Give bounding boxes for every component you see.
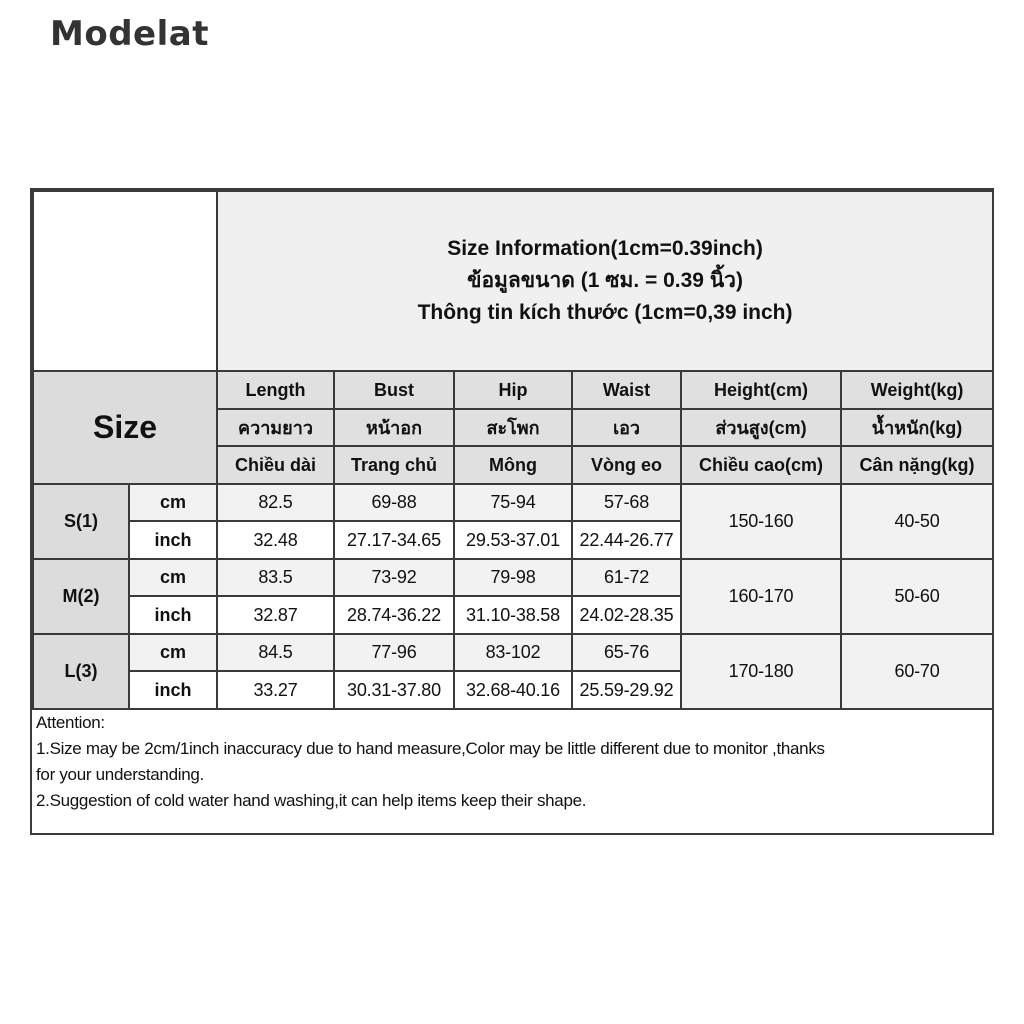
waist-value: 61-72 (572, 559, 681, 596)
product-photo-cell (33, 191, 217, 371)
size-label-s: S(1) (33, 484, 129, 559)
hip-value: 79-98 (454, 559, 572, 596)
size-label-m: M(2) (33, 559, 129, 634)
unit-label: inch (129, 521, 217, 559)
col-waist-en: Waist (572, 371, 681, 409)
col-height-vi: Chiều cao(cm) (681, 446, 841, 484)
note-2: 2.Suggestion of cold water hand washing,it can help items keep their shape. (36, 791, 587, 810)
col-hip-en: Hip (454, 371, 572, 409)
size-chart (30, 188, 994, 835)
hip-value: 32.68-40.16 (454, 671, 572, 709)
weight-value: 50-60 (841, 559, 993, 634)
table-row (33, 634, 993, 671)
unit-label: inch (129, 596, 217, 634)
bust-value: 73-92 (334, 559, 454, 596)
bust-value: 27.17-34.65 (334, 521, 454, 559)
unit-label: cm (129, 634, 217, 671)
bust-value: 69-88 (334, 484, 454, 521)
title-english: Size Information(1cm=0.39inch) (447, 237, 763, 260)
table-row (33, 559, 993, 596)
col-weight-en: Weight(kg) (841, 371, 993, 409)
waist-value: 57-68 (572, 484, 681, 521)
unit-label: cm (129, 559, 217, 596)
col-length-th: ความยาว (217, 409, 334, 446)
unit-label: cm (129, 484, 217, 521)
hip-value: 29.53-37.01 (454, 521, 572, 559)
col-length-en: Length (217, 371, 334, 409)
weight-value: 60-70 (841, 634, 993, 709)
header-row-english (33, 371, 993, 409)
col-bust-th: หน้าอก (334, 409, 454, 446)
length-value: 84.5 (217, 634, 334, 671)
waist-value: 22.44-26.77 (572, 521, 681, 559)
hip-value: 31.10-38.58 (454, 596, 572, 634)
table-row (33, 484, 993, 521)
col-waist-th: เอว (572, 409, 681, 446)
col-length-vi: Chiều dài (217, 446, 334, 484)
title-vietnamese: Thông tin kích thước (1cm=0,39 inch) (417, 301, 793, 324)
title-row (33, 191, 993, 371)
waist-value: 25.59-29.92 (572, 671, 681, 709)
hip-value: 75-94 (454, 484, 572, 521)
col-weight-vi: Cân nặng(kg) (841, 446, 993, 484)
attention-notes (32, 708, 992, 833)
brand-logo: Modelat (50, 14, 209, 54)
col-waist-vi: Vòng eo (572, 446, 681, 484)
length-value: 83.5 (217, 559, 334, 596)
col-hip-th: สะโพก (454, 409, 572, 446)
height-value: 160-170 (681, 559, 841, 634)
note-1-continued: for your understanding. (36, 765, 204, 784)
size-label-l: L(3) (33, 634, 129, 709)
col-bust-vi: Trang chủ (334, 446, 454, 484)
length-value: 82.5 (217, 484, 334, 521)
size-header: Size (33, 371, 217, 484)
height-value: 150-160 (681, 484, 841, 559)
col-height-th: ส่วนสูง(cm) (681, 409, 841, 446)
bust-value: 30.31-37.80 (334, 671, 454, 709)
unit-label: inch (129, 671, 217, 709)
hip-value: 83-102 (454, 634, 572, 671)
weight-value: 40-50 (841, 484, 993, 559)
col-weight-th: น้ำหนัก(kg) (841, 409, 993, 446)
bust-value: 77-96 (334, 634, 454, 671)
length-value: 33.27 (217, 671, 334, 709)
col-height-en: Height(cm) (681, 371, 841, 409)
note-1: 1.Size may be 2cm/1inch inaccuracy due to hand measure,Color may be little different due to monitor ,thanks (36, 739, 825, 758)
col-bust-en: Bust (334, 371, 454, 409)
size-info-title (217, 191, 993, 371)
bust-value: 28.74-36.22 (334, 596, 454, 634)
waist-value: 24.02-28.35 (572, 596, 681, 634)
length-value: 32.48 (217, 521, 334, 559)
length-value: 32.87 (217, 596, 334, 634)
title-thai: ข้อมูลขนาด (1 ซม. = 0.39 นิ้ว) (467, 269, 743, 292)
col-hip-vi: Mông (454, 446, 572, 484)
size-table (32, 190, 994, 710)
waist-value: 65-76 (572, 634, 681, 671)
height-value: 170-180 (681, 634, 841, 709)
notes-heading: Attention: (36, 713, 105, 732)
